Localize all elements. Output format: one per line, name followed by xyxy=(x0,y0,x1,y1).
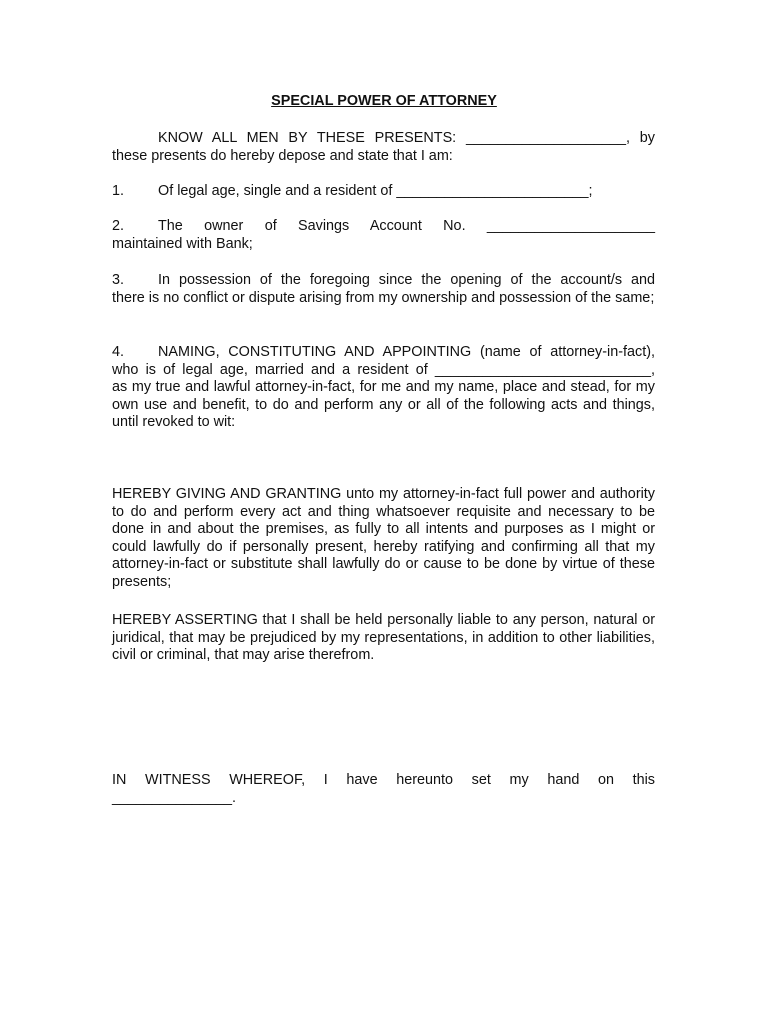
item-rest: as my true and lawful attorney-in-fact, for me and my name, place and stead, for my own use and benefit, to do and perform any or all of the following acts and things, until revoked to wit: xyxy=(112,379,655,431)
witness-line-2: _______________. xyxy=(112,789,237,806)
item-number: 2. xyxy=(112,218,125,234)
intro-paragraph xyxy=(112,130,655,165)
witness-line-1: IN WITNESS WHEREOF, I have hereunto set my hand on this xyxy=(112,772,655,788)
item-4 xyxy=(112,344,655,432)
item-1 xyxy=(112,183,655,201)
document-title: SPECIAL POWER OF ATTORNEY xyxy=(271,93,497,109)
item-rest: there is no conflict or dispute arising from my ownership and possession of the same; xyxy=(112,289,655,306)
intro-line-1: KNOW ALL MEN BY THESE PRESENTS: ____________________, by xyxy=(158,130,655,146)
intro-line-2: these presents do hereby depose and state that I am: xyxy=(112,147,453,164)
item-line-2: who is of legal age, married and a resident of ___________________________, xyxy=(112,361,655,378)
witness-paragraph xyxy=(112,772,655,807)
item-3 xyxy=(112,272,655,307)
item-line-1: In possession of the foregoing since the opening of the account/s and xyxy=(158,272,655,288)
item-text: Of legal age, single and a resident of ________________________; xyxy=(158,183,593,199)
granting-paragraph: HEREBY GIVING AND GRANTING unto my attorney-in-fact full power and authority to do and perform every act and thing whatsoever requisite and necessary to be done in and about the premises, as fully to all intents and purposes as I might or could lawfully do if personally present, hereby ratifying and confirming all that my attorney-in-fact or substitute shall lawfully do or cause to be done by virtue of these presents; xyxy=(112,486,655,590)
item-number: 4. xyxy=(112,344,125,360)
item-line-1: NAMING, CONSTITUTING AND APPOINTING (name of attorney-in-fact), xyxy=(158,344,655,360)
item-line-1: The owner of Savings Account No. _____________________ xyxy=(158,218,655,234)
asserting-paragraph: HEREBY ASSERTING that I shall be held personally liable to any person, natural or juridical, that may be prejudiced by my representations, in addition to other liabilities, civil or criminal, that may arise therefrom. xyxy=(112,612,655,664)
item-2 xyxy=(112,218,655,253)
item-number: 3. xyxy=(112,272,125,288)
item-number: 1. xyxy=(112,183,125,199)
item-line-2: maintained with Bank; xyxy=(112,235,253,252)
